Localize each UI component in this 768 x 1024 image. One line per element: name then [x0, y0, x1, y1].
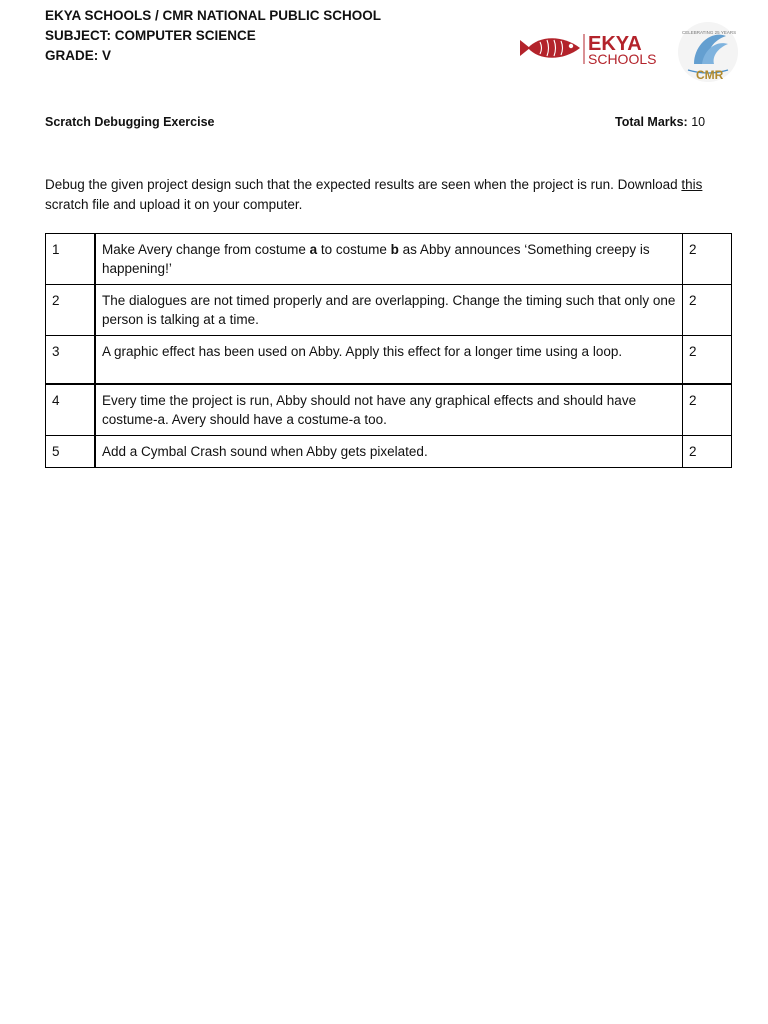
- schools-wordmark: SCHOOLS: [588, 51, 657, 67]
- costume-b-label: b: [390, 242, 399, 257]
- instructions-text-after: scratch file and upload it on your computer.: [45, 197, 303, 212]
- task-description: [95, 234, 683, 285]
- table-row: [46, 336, 732, 385]
- task-text: Make Avery change from costume: [102, 242, 310, 257]
- instructions-paragraph: [45, 175, 735, 215]
- task-description: Add a Cymbal Crash sound when Abby gets pixelated.: [95, 436, 683, 468]
- exercise-title: Scratch Debugging Exercise: [45, 115, 215, 129]
- instructions-text-before: Debug the given project design such that the expected results are seen when the project is run. Download: [45, 177, 682, 192]
- grade-line: GRADE: V: [45, 48, 112, 63]
- table-row: [46, 285, 732, 336]
- costume-a-label: a: [309, 242, 318, 257]
- total-marks: [615, 115, 705, 129]
- download-link[interactable]: this: [681, 177, 703, 192]
- cmr-arc-text: CELEBRATING 25 YEARS: [682, 30, 737, 35]
- task-description: Every time the project is run, Abby should not have any graphical effects and should have costume-a. Avery should have a costume-a too.: [95, 384, 683, 436]
- task-number: 4: [46, 384, 96, 436]
- task-number: 2: [46, 285, 96, 336]
- task-number: 3: [46, 336, 96, 385]
- task-number: 1: [46, 234, 96, 285]
- task-number: 5: [46, 436, 96, 468]
- table-row: [46, 384, 732, 436]
- task-marks: 2: [683, 436, 732, 468]
- school-logos: [516, 20, 748, 86]
- school-name: EKYA SCHOOLS / CMR NATIONAL PUBLIC SCHOOL: [45, 8, 382, 23]
- task-table: [45, 233, 732, 468]
- fish-logo-icon: [520, 38, 580, 58]
- task-text: to costume: [317, 242, 391, 257]
- task-description: The dialogues are not timed properly and are overlapping. Change the timing such that only one person is talking at a time.: [95, 285, 683, 336]
- table-row: [46, 436, 732, 468]
- total-marks-label: Total Marks:: [615, 115, 688, 129]
- task-marks: 2: [683, 285, 732, 336]
- document-header: [45, 6, 381, 66]
- task-marks: 2: [683, 234, 732, 285]
- task-marks: 2: [683, 384, 732, 436]
- table-row: [46, 234, 732, 285]
- task-marks: 2: [683, 336, 732, 385]
- total-marks-value: 10: [691, 115, 706, 129]
- ekya-wordmark: EKYA: [588, 33, 642, 55]
- subject-line: SUBJECT: COMPUTER SCIENCE: [45, 28, 256, 43]
- task-text: as Abby announces ‘Something creepy is happening!’: [102, 242, 650, 276]
- task-description: A graphic effect has been used on Abby. Apply this effect for a longer time using a loop.: [95, 336, 683, 385]
- cmr-wordmark: CMR: [696, 68, 724, 82]
- ekya-cmr-logo: [516, 20, 748, 86]
